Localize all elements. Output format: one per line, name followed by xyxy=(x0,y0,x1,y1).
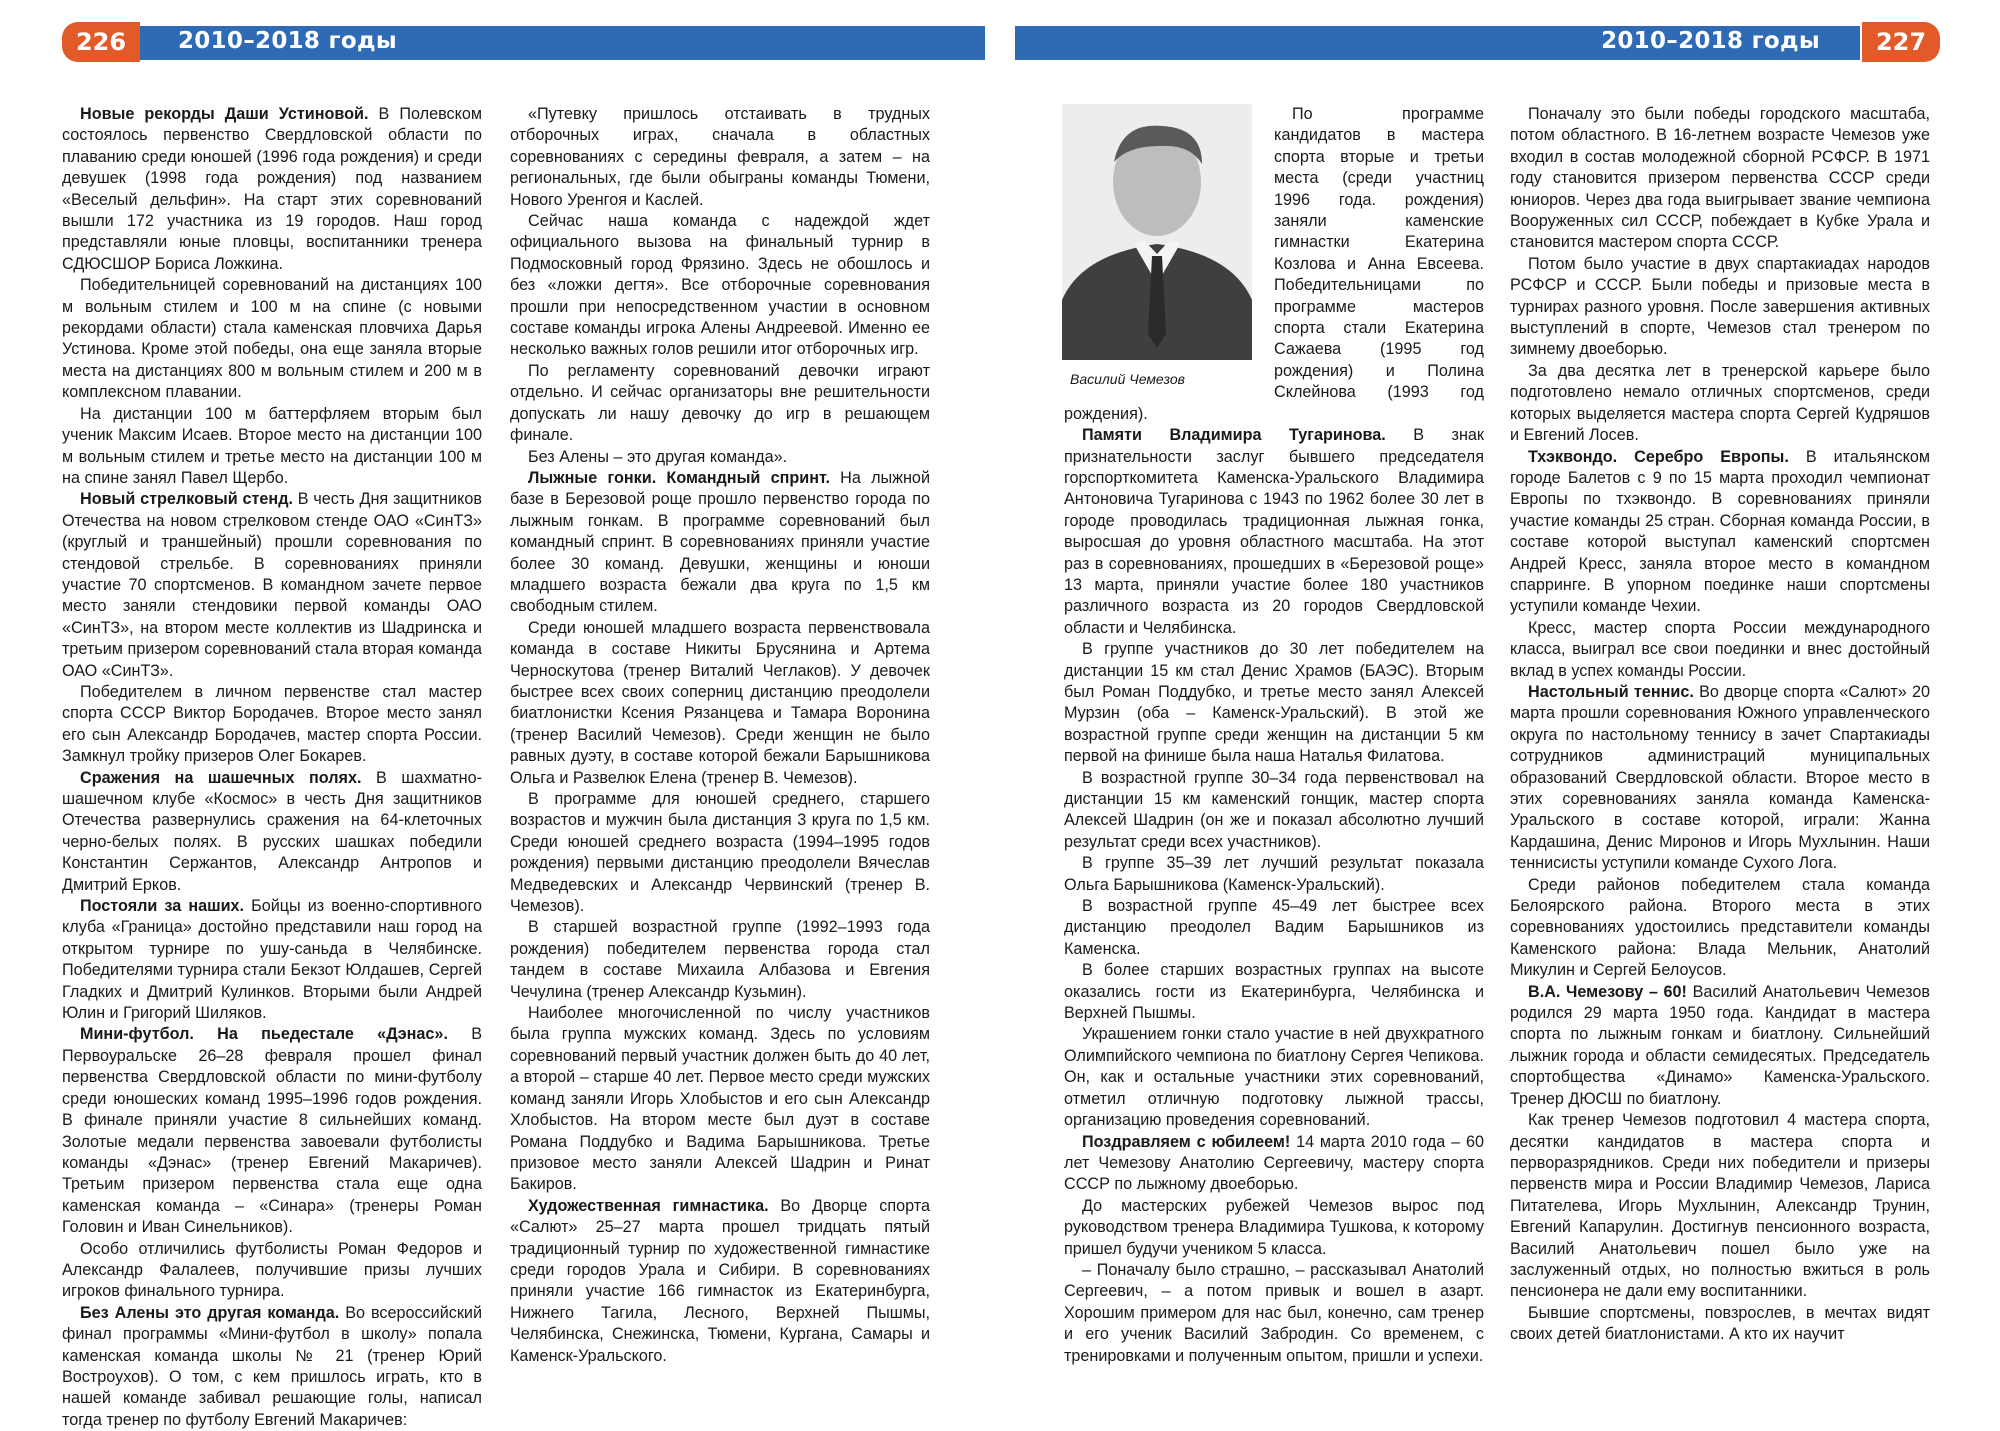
paragraph-text: Среди юношей младшего возраста первенствовала команда в составе Никиты Брусянина и Артема Черноскутова (тренер Виталий Чеглаков). У девочек быстрее всех своих соперниц дистанцию преодолели биатлонистки Ксения Рязанцева и Тамара Воронина (тренер Василий Чемезов). Среди женщин не было равных дуэту, в составе которой бежали Барышникова Ольга и Развелюк Елена (тренер В. Чемезов). xyxy=(510,618,930,787)
paragraph-text: Кресс, мастер спорта России международного класса, выиграл все свои поединки и внес достойный вклад в успех команды России. xyxy=(1510,618,1930,680)
article-paragraph xyxy=(62,1024,482,1238)
article-paragraph xyxy=(510,468,930,618)
article-paragraph xyxy=(1064,1132,1484,1196)
article-paragraph xyxy=(1510,682,1930,875)
article-paragraph xyxy=(62,768,482,896)
article-paragraph xyxy=(62,275,482,403)
paragraph-text: Во Дворце спорта «Салют» 25–27 марта прошел тридцать пятый традиционный турнир по художественной гимнастике среди городов Урала и Сибири. В соревнованиях приняли участие 166 гимнасток из Екатеринбурга, Нижнего Тагила, Лесного, Верхней Пышмы, Челябинска, Снежинска, Тюмени, Кургана, Самары и Каменск-Уральского. xyxy=(510,1196,930,1365)
paragraph-text: Бойцы из военно-спортивного клуба «Граница» достойно представили наш город на открытом турнире по ушу-саньда в Челябинске. Победителями турнира стали Бекзот Юлдашев, Сергей Гладких и Дмитрий Кулинков. Вторыми были Андрей Юлин и Григорий Шиляков. xyxy=(62,897,482,1023)
article-paragraph xyxy=(1064,768,1484,854)
portrait-figure xyxy=(1062,104,1262,396)
column-2 xyxy=(510,104,930,1399)
paragraph-text: Украшением гонки стало участие в ней двухкратного Олимпийского чемпиона по биатлону Сергея Чепикова. Он, как и остальные участники этих соревнований, отметил отличную подготовку лыжной трассы, организацию проведения соревнований. xyxy=(1064,1025,1484,1130)
paragraph-text: Как тренер Чемезов подготовил 4 мастера спорта, десятки кандидатов в мастера спорта и перворазрядников. Среди них победители и призеры первенств мира и России Владимир Чемезов, Лариса Питателева, Игорь Мухлынин, Александр Трунин, Евгений Капарулин. Достигнув пенсионного возраста, Василий Анатольевич пошел было уже на заслуженный отдых, но полностью вжиться в роль пенсионера не дали ему воспитанники. xyxy=(1510,1111,1930,1301)
paragraph-text: Василий Анатольевич Чемезов родился 29 марта 1950 года. Кандидат в мастера спорта по лыжным гонкам и биатлону. Сильнейший лыжник города и области семидесятых. Председатель спортобщества «Динамо» Каменска-Уральского. Тренер ДЮСШ по биатлону. xyxy=(1510,982,1930,1108)
paragraph-text: На лыжной базе в Березовой роще прошло первенство города по лыжным гонкам. В программе соревнований был командный спринт. В соревнованиях приняли участие более 30 команд. Девушки, женщины и юноши младшего возраста бежали два круга по 1,5 км свободным стилем. xyxy=(510,468,930,616)
paragraph-text: Без Алены – это другая команда». xyxy=(528,447,788,466)
article-paragraph xyxy=(510,361,930,447)
section-heading: Мини-футбол. На пьедестале «Дэнас». xyxy=(80,1025,448,1044)
paragraph-text: В знак признательности заслуг бывшего председателя горспорткомитета Каменска-Уральского Владимира Антоновича Тугаринова с 1943 по 1962 более 30 лет в городе проводилась традиционная лыжная гонка, выросшая до уровня областного масштаба. На этот раз в соревнованиях, прошедших в «Березовой роще» 13 марта, приняли участие более 180 участников различного возраста из 20 городов Свердловской области и Челябинска. xyxy=(1064,426,1484,637)
article-paragraph xyxy=(1510,361,1930,447)
section-heading: Новый стрелковый стенд. xyxy=(80,490,293,509)
article-paragraph xyxy=(510,1003,930,1196)
paragraph-text: В шахматно-шашечном клубе «Космос» в честь Дня защитников Отечества развернулись сражения на 64-клеточных черно-белых полях. В русских шашках победили Константин Сержантов, Александр Антропов и Дмитрий Ерков. xyxy=(62,768,483,894)
paragraph-text: В возрастной группе 45–49 лет быстрее всех дистанцию преодолел Вадим Барышников из Каменска. xyxy=(1064,897,1484,958)
article-paragraph xyxy=(1510,1303,1930,1346)
paragraph-text: В честь Дня защитников Отечества на новом стрелковом стенде ОАО «СинТЗ» (круглый и траншейный) прошли соревнования по стендовой стрельбе. В соревнованиях приняли участие 70 спортсменов. В командном зачете первое место заняли стендовики первой команды ОАО «СинТЗ», на втором месте коллектив из Шадринска и третьим призером соревнований стала вторая команда ОАО «СинТЗ». xyxy=(62,490,482,680)
paragraph-text: В Полевском состоялось первенство Свердловской области по плаванию среди юношей (1996 года рождения) и среди девушек (1998 года рождения) под названием «Веселый дельфин». На старт этих соревнований вышли 172 участника из 19 городов. Наш город представляли юные пловцы, воспитанники тренера СДЮСШОР Бориса Ложкина. xyxy=(62,105,482,273)
article-paragraph xyxy=(1064,639,1484,767)
article-paragraph xyxy=(62,404,482,490)
section-heading: Настольный теннис. xyxy=(1528,682,1694,701)
section-heading: Тхэквондо. Серебро Европы. xyxy=(1528,447,1789,466)
paragraph-text: Во дворце спорта «Салют» 20 марта прошли соревнования Южного управленческого округа по настольному теннису в зачет Спартакиады сотрудников администраций муниципальных образований Свердловской области. Второе место в этих соревнованиях заняла команда Каменска-Уральского в составе которой, играли: Жанна Кардашина, Денис Миронов и Игорь Мухлынин. Наши теннисисты уступили команде Сухого Лога. xyxy=(1510,682,1930,873)
paragraph-text: В итальянском городе Балетов с 9 по 15 марта проходил чемпионат Европы по тхэквондо. В соревнованиях приняли участие команды 25 стран. Сборная команда России, в составе которой выступал каменский спортсмен Андрей Кресс, заняла второе место в командном спарринге. В упорном поединке наши спортсмены уступили команде Чехии. xyxy=(1510,447,1930,616)
article-paragraph xyxy=(1510,618,1930,682)
paragraph-text: В старшей возрастной группе (1992–1993 года рождения) победителем первенства города стал тандем в составе Михаила Албазова и Евгения Чечулина (тренер Александр Кузьмин). xyxy=(510,918,930,1001)
paragraph-text: В группе 35–39 лет лучший результат показала Ольга Барышникова (Каменск-Уральский). xyxy=(1064,854,1484,894)
left-header-title: 2010–2018 годы xyxy=(178,28,397,54)
section-heading: Без Алены это другая команда. xyxy=(80,1303,340,1322)
paragraph-text: Сейчас наша команда с надеждой ждет официального вызова на финальный турнир в Подмосковный город Фрязино. Здесь не обошлось и без «ложки дегтя». Все отборочные соревнования прошли при непосредственном участии в основном составе команды игрока Алены Андреевой. Именно ее несколько важных голов решили итог отборочных игр. xyxy=(510,212,930,359)
paragraph-text: На дистанции 100 м баттерфляем вторым был ученик Максим Исаев. Второе место на дистанции 100 м вольным стилем и третье место на дистанции 100 м на спине занял Павел Щербо. xyxy=(62,404,482,487)
left-page-number: 226 xyxy=(62,22,140,62)
paragraph-text: Потом было участие в двух спартакиадах народов РСФСР и СССР. Были победы и призовые места в турнирах разного уровня. После завершения активных выступлений в спорте, Чемезов стал тренером по зимнему двоеборью. xyxy=(1510,254,1930,359)
paragraph-text: За два десятка лет в тренерской карьере было подготовлено немало отличных спортсменов, среди которых выделяется мастера спорта Сергей Кудряшов и Евгений Лосев. xyxy=(1510,361,1930,445)
section-heading: Памяти Владимира Тугаринова. xyxy=(1082,426,1386,445)
paragraph-text: По программе кандидатов в мастера спорта вторые и третьи места (среди участниц 1996 года. рождения) заняли каменские гимнастки Екатерина Козлова и Анна Евсеева. Победительницами по программе мастеров спорта стали Екатерина Сажаева (1995 год рождения) и Полина Склейнова (1993 год рождения). xyxy=(1064,105,1484,423)
article-paragraph xyxy=(510,104,930,211)
article-paragraph xyxy=(62,1303,482,1431)
article-paragraph xyxy=(510,618,930,789)
section-heading: Поздравляем с юбилеем! xyxy=(1082,1132,1291,1151)
paragraph-text: Поначалу это были победы городского масштаба, потом областного. В 16-летнем возрасте Чемезов уже входил в состав молодежной сборной РСФСР. В 1971 году становится призером первенства СССР среди юниоров. Через два года выигрывает звание чемпиона Вооруженных сил СССР, побеждает в Кубке Урала и становится мастером спорта СССР. xyxy=(1510,105,1930,252)
article-paragraph xyxy=(1064,896,1484,960)
paragraph-text: 14 марта 2010 года – 60 лет Чемезову Анатолию Сергеевичу, мастеру спорта СССР по лыжному двоеборью. xyxy=(1064,1132,1484,1194)
section-heading: Сражения на шашечных полях. xyxy=(80,768,362,787)
left-header-bar xyxy=(140,26,985,60)
article-paragraph xyxy=(510,1196,930,1367)
paragraph-text: В возрастной группе 30–34 года первенствовал на дистанции 15 км каменский гонщик, мастер спорта Алексей Шадрин (он же и показал абсолютно лучший результат среди всех участников). xyxy=(1064,768,1484,851)
article-paragraph xyxy=(1064,1196,1484,1260)
paragraph-text: Среди районов победителем стала команда Белоярского района. Второго места в этих соревнованиях удостоились представители команды Каменского района: Влада Мельник, Анатолий Микулин и Сергей Белоусов. xyxy=(1510,875,1930,980)
article-paragraph xyxy=(510,789,930,917)
article-paragraph xyxy=(510,447,930,468)
paragraph-text: В Первоуральске 26–28 февраля прошел финал первенства Свердловской области по мини-футболу среди юношеских команд 1995–1996 годов рождения. В финале приняли участие 8 сильнейших команд. Золотые медали первенства завоевали футболисты команды «Дэнас» (тренер Евгений Макаричев). Третьим призером первенства стала еще одна каменская команда – «Синара» (тренеры Роман Головин и Иван Синельников). xyxy=(62,1025,482,1237)
section-heading: Новые рекорды Даши Устиновой. xyxy=(80,105,369,123)
portrait-photo xyxy=(1062,104,1252,360)
article-paragraph xyxy=(1064,425,1484,639)
article-paragraph xyxy=(1510,447,1930,618)
article-paragraph xyxy=(62,682,482,768)
paragraph-text: В группе участников до 30 лет победителем на дистанции 15 км стал Денис Храмов (БАЭС). Вторым был Роман Поддубко, и третье место занял Алексей Мурзин (оба – Каменск-Уральский). В этой же возрастной группе среди женщин на дистанции 5 км первой на финише была наша Наталья Филатова. xyxy=(1064,640,1484,766)
column-4 xyxy=(1510,104,1930,1399)
article-paragraph xyxy=(62,104,482,275)
paragraph-text: В более старших возрастных группах на высоте оказались гости из Екатеринбурга, Челябинска и Верхней Пышмы. xyxy=(1064,961,1484,1023)
article-paragraph xyxy=(510,211,930,361)
paragraph-text: Бывшие спортсмены, повзрослев, в мечтах видят своих детей биатлонистами. А кто их научит xyxy=(1510,1303,1930,1344)
paragraph-text: По регламенту соревнований девочки играют отдельно. И сейчас организаторы вне решительности допускать ли нашу девочку до игр в решающем финале. xyxy=(510,361,930,445)
article-paragraph xyxy=(1064,1024,1484,1131)
paragraph-text: В программе для юношей среднего, старшего возрастов и мужчин была дистанция 3 круга по 1,5 км. Среди юношей среднего возраста (1994–1995 годов рождения) первыми дистанцию преодолели Вячеслав Медведевских и Александр Червинский (тренер В. Чемезов). xyxy=(510,790,930,916)
article-paragraph xyxy=(1510,982,1930,1110)
photo-caption: Василий Чемезов xyxy=(1070,371,1185,387)
column-1 xyxy=(62,104,483,1429)
right-header-bar xyxy=(1015,26,1860,60)
article-paragraph xyxy=(1510,104,1930,254)
paragraph-text: «Путевку пришлось отстаивать в трудных отборочных играх, сначала в областных соревнованиях с середины февраля, а затем – на региональных, где были обыграны команды Тюмени, Нового Уренгоя и Каслей. xyxy=(510,105,930,209)
article-paragraph xyxy=(1510,1110,1930,1303)
right-page-number: 227 xyxy=(1862,22,1940,62)
paragraph-text: До мастерских рубежей Чемезов вырос под руководством тренера Владимира Тушкова, к которому пришел будучи учеником 5 класса. xyxy=(1064,1196,1484,1258)
article-paragraph xyxy=(62,489,482,682)
article-paragraph xyxy=(1064,960,1484,1024)
article-paragraph xyxy=(510,917,930,1003)
section-heading: Постояли за наших. xyxy=(80,897,245,916)
paragraph-text: Особо отличились футболисты Роман Федоров и Александр Фалалеев, получившие призы лучших игроков финального турнира. xyxy=(62,1239,482,1301)
article-paragraph xyxy=(62,1239,482,1303)
article-paragraph xyxy=(1064,1260,1484,1367)
article-paragraph xyxy=(62,896,482,1024)
column-3 xyxy=(1064,104,1484,1399)
article-paragraph xyxy=(1510,254,1930,361)
article-paragraph xyxy=(1510,875,1930,982)
paragraph-text: Победителем в личном первенстве стал мастер спорта СССР Виктор Бородачев. Второе место занял его сын Александр Бородачев, мастер спорта России. Замкнул тройку призеров Олег Бокарев. xyxy=(62,682,482,766)
right-header-title: 2010–2018 годы xyxy=(1601,28,1820,54)
paragraph-text: Во всероссийский финал программы «Мини-футбол в школу» попала каменская команда школы № 21 (тренер Юрий Востроухов). О том, с кем пришлось играть, кто в нашей команде забивал решающие голы, написал тогда тренер по футболу Евгений Макаричев: xyxy=(62,1303,482,1429)
section-heading: В.А. Чемезову – 60! xyxy=(1528,982,1687,1001)
paragraph-text: Наиболее многочисленной по числу участников была группа мужских команд. Здесь по условиям соревнований первый участник должен быть до 40 лет, а второй – старше 40 лет. Первое место среди мужских команд заняли Игорь Хлобыстов и его сын Александр Хлобыстов. На втором месте был дуэт в составе Романа Поддубко и Вадима Барышникова. Третье призовое место заняли Алексей Шадрин и Ринат Бакиров. xyxy=(510,1004,930,1194)
section-heading: Художественная гимнастика. xyxy=(528,1196,769,1215)
section-heading: Лыжные гонки. Командный спринт. xyxy=(528,468,830,487)
article-paragraph xyxy=(1064,853,1484,896)
paragraph-text: – Поначалу было страшно, – рассказывал Анатолий Сергеевич, – а потом привык и вошел в азарт. Хорошим примером для нас был, конечно, сам тренер и его ученик Василий Забродин. Со временем, с тренировками и полученным опытом, пришли и успехи. xyxy=(1064,1260,1484,1365)
paragraph-text: Победительницей соревнований на дистанциях 100 м вольным стилем и 100 м на спине (с новыми рекордами области) стала каменская пловчиха Дарья Устинова. Кроме этой победы, она еще заняла вторые места на дистанциях 800 м вольным стилем и 200 м в комплексном плавании. xyxy=(62,276,482,402)
